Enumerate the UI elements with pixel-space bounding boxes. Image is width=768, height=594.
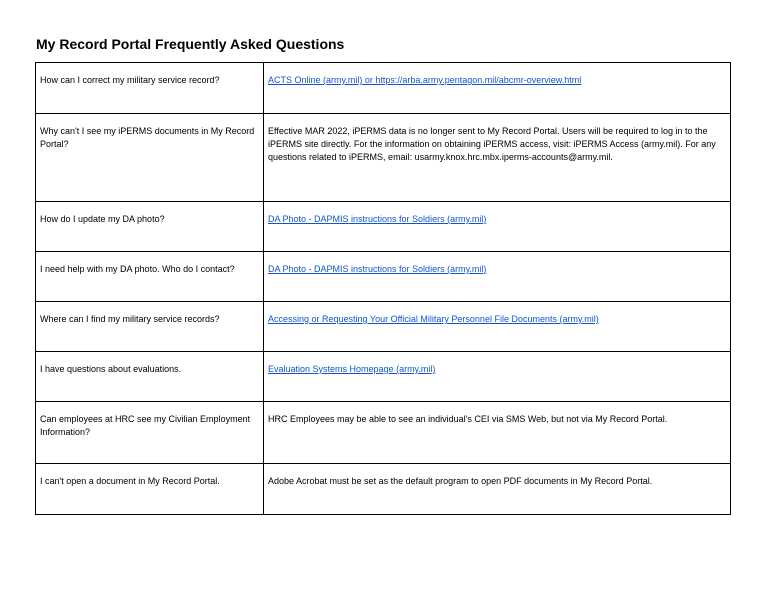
answer-cell [264,202,731,252]
table-row [36,302,731,352]
faq-table [35,62,731,515]
question-cell: Why can't I see my iPERMS documents in My Record Portal? [36,114,264,202]
question-cell: How do I update my DA photo? [36,202,264,252]
table-row [36,402,731,464]
answer-cell: Effective MAR 2022, iPERMS data is no longer sent to My Record Portal. Users will be required to log in to the iPERMS site directly. For the information on obtaining iPERMS access, visit: iPERMS Access (army.mil). For any questions related to iPERMS, email: usarmy.knox.hrc.mbx.iperms-accounts@army.mil. [264,114,731,202]
answer-cell: HRC Employees may be able to see an individual's CEI via SMS Web, but not via My Record Portal. [264,402,731,464]
question-cell: Can employees at HRC see my Civilian Employment Information? [36,402,264,464]
acts-online-link[interactable]: ACTS Online (army.mil) or https://arba.army.pentagon.mil/abcmr-overview.html [268,75,582,85]
table-row [36,464,731,515]
page-title: My Record Portal Frequently Asked Questions [36,36,345,52]
question-cell: How can I correct my military service record? [36,63,264,114]
table-row [36,252,731,302]
table-row [36,63,731,114]
table-row [36,352,731,402]
answer-cell [264,63,731,114]
table-row [36,114,731,202]
omprf-documents-link[interactable]: Accessing or Requesting Your Official Military Personnel File Documents (army.mil) [268,314,599,324]
question-cell: I need help with my DA photo. Who do I contact? [36,252,264,302]
da-photo-link[interactable]: DA Photo - DAPMIS instructions for Soldiers (army.mil) [268,214,487,224]
answer-cell: Adobe Acrobat must be set as the default program to open PDF documents in My Record Portal. [264,464,731,515]
question-cell: I can't open a document in My Record Portal. [36,464,264,515]
evaluation-systems-link[interactable]: Evaluation Systems Homepage (army.mil) [268,364,436,374]
answer-cell [264,252,731,302]
answer-cell [264,302,731,352]
question-cell: Where can I find my military service records? [36,302,264,352]
answer-cell [264,352,731,402]
da-photo-help-link[interactable]: DA Photo - DAPMIS instructions for Soldiers (army.mil) [268,264,487,274]
table-row [36,202,731,252]
question-cell: I have questions about evaluations. [36,352,264,402]
